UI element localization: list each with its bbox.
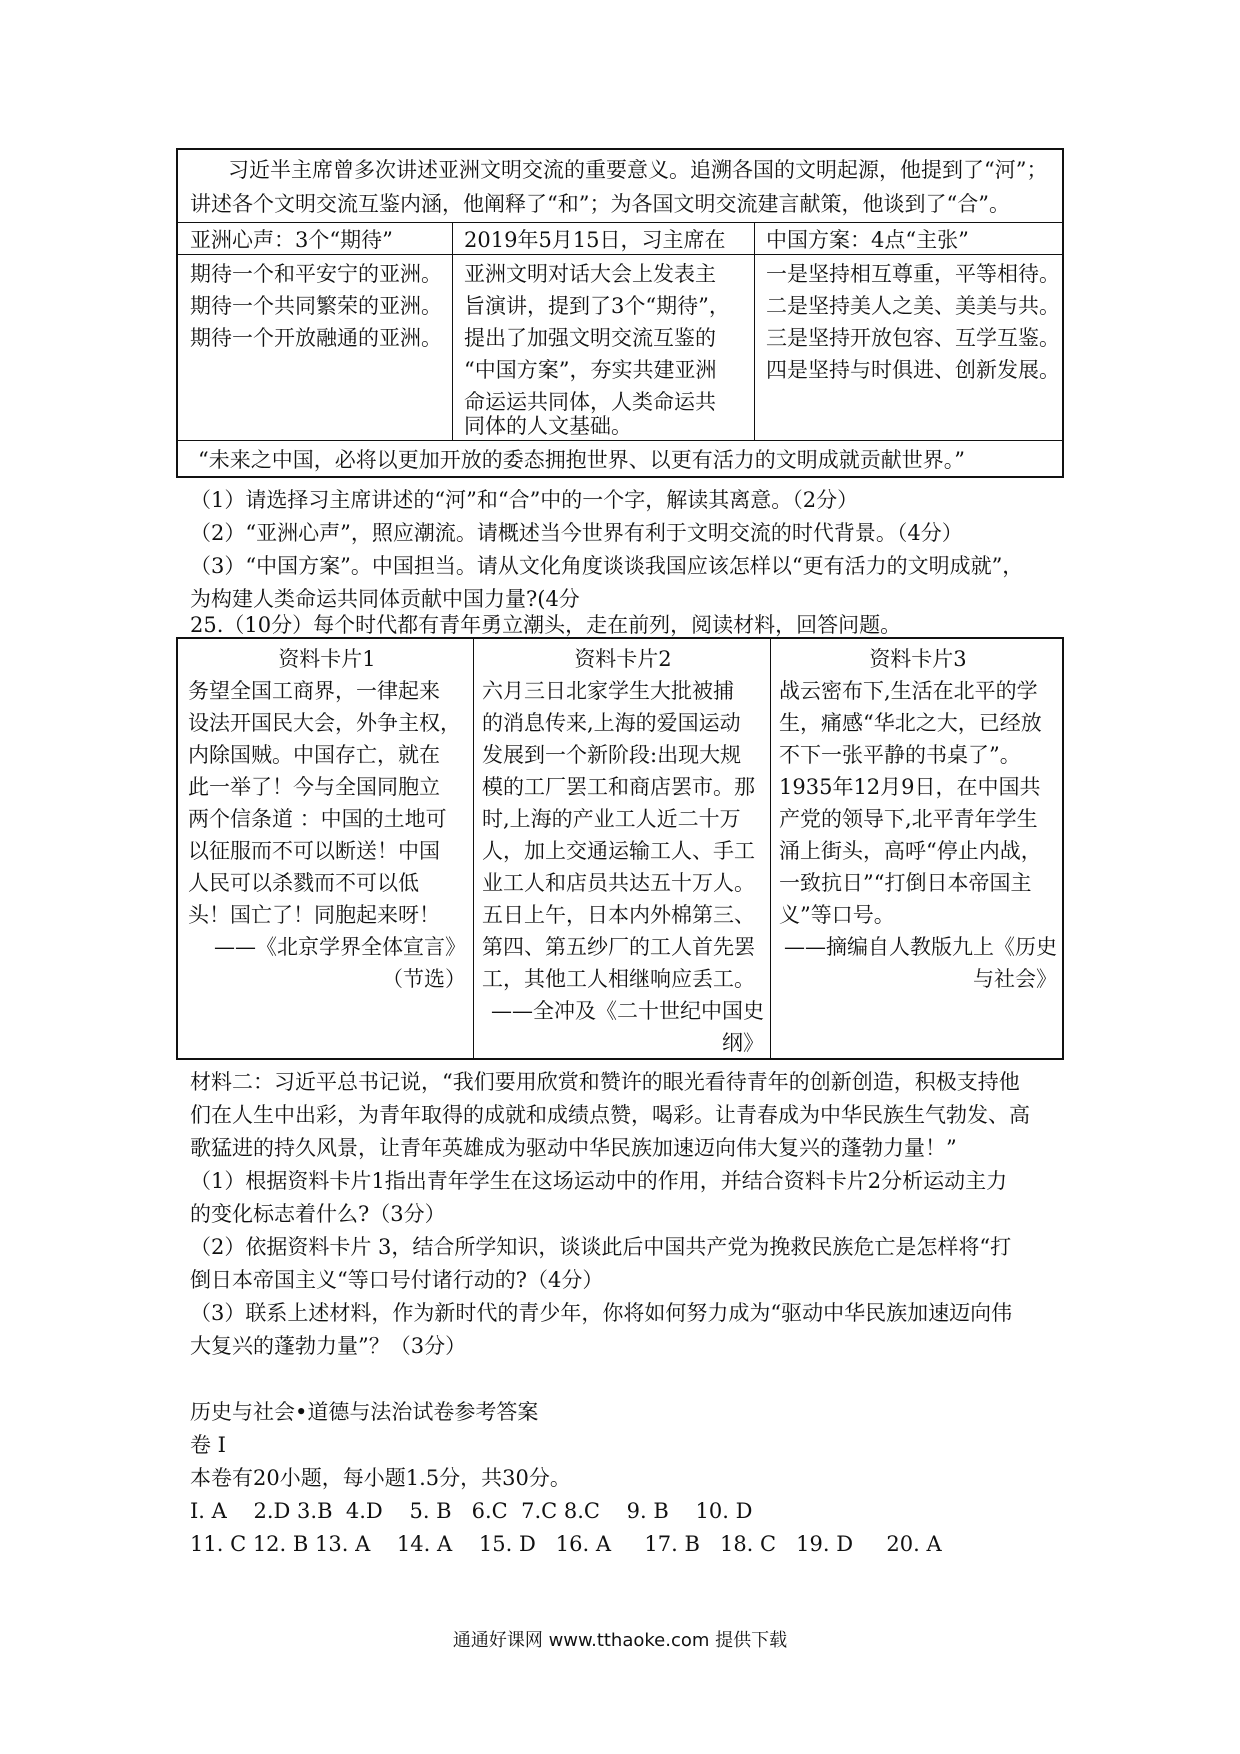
card-source: ——全冲及《二十世纪中国史 [491, 999, 764, 1023]
speech-text-line: 2019年5月15日，习主席在 [464, 228, 726, 252]
page-footer: 通通好课网 www.tthaoke.com 提供下载 [452, 1630, 788, 1651]
china-plan-item: 四是坚持与时俱进、创新发展。 [766, 358, 1060, 382]
card-source: 纲》 [722, 1031, 764, 1055]
question-line: 倒日本帝国主义“等口号付诸行动的?（4分） [190, 1268, 604, 1292]
speech-text-line: “中国方案”，夯实共建亚洲 [464, 358, 717, 382]
china-plan-item: 二是坚持美人之美、美美与共。 [766, 294, 1060, 318]
answer-row: I. A 2.D 3.B 4.D 5. B 6.C 7.C 8.C 9. B 10. D [190, 1499, 753, 1523]
question-line: 为构建人类命运共同体贡献中国力量?(4分 [190, 587, 580, 611]
question-line: 大复兴的蓬勃力量”？（3分） [190, 1334, 467, 1358]
card-source: ——摘编自人教版九上《历史 [784, 935, 1057, 959]
question-line: （1）请选择习主席讲述的“河”和“合”中的一个字，解读其离意。（2分） [190, 488, 859, 512]
material-card: 资料卡片2 六月三日北家学生大批被捕 的消息传来,上海的爱国运动 发展到一个新阶段:出现大规 模的工厂罢工和商店罢市。那 时,上海的产业工人近二十万 人，加上交通运输工人、手工 业工人和店员共达五十万人。 五日上午，日本内外棉第三、 第四、第五纱厂的工人首先罢 工，其他工人相继响应丢工。 ——全冲及《二十世纪中国史 纲》 [482, 643, 764, 1059]
card-title: 资料卡片1 [278, 647, 376, 671]
table-intro-line: 讲述各个文明交流互鉴内涵，他阐释了“和”；为各国文明交流建言献策，他谈到了“合”。 [190, 192, 1010, 216]
material-cards-table [176, 637, 1064, 1060]
question-line: （2）依据资料卡片 3，结合所学知识，谈谈此后中国共产党为挽救民族危亡是怎样将“打 [190, 1235, 1012, 1259]
answer-note: 本卷有20小题，每小题1.5分，共30分。 [190, 1466, 571, 1490]
speech-text-line: 命运运共同体，人类命运共 [464, 390, 716, 414]
table-quote: “未来之中国，必将以更加开放的委态拥抱世界、以更有活力的文明成就贡献世界。” [198, 448, 965, 472]
asia-voice-item: 期待一个和平安宁的亚洲。 [190, 262, 442, 286]
table-intro-line: 习近半主席曾多次讲述亚洲文明交流的重要意义。追溯各国的文明起源，他提到了“河”； [228, 158, 1048, 182]
card-source: 与社会》 [973, 967, 1057, 991]
china-plan-item: 三是坚持开放包容、互学互鉴。 [766, 326, 1060, 350]
speech-text-line: 提出了加强文明交流互鉴的 [464, 326, 716, 350]
asia-voice-item: 期待一个开放融通的亚洲。 [190, 326, 442, 350]
china-plan-header: 中国方案：4点“主张” [766, 228, 969, 252]
speech-text-line: 旨演讲，提到了3个“期待”， [464, 294, 730, 318]
question-line: （1）根据资料卡片1指出青年学生在这场运动中的作用，并结合资料卡片2分析运动主力 [190, 1169, 1008, 1193]
material-card: 资料卡片1 务望全国工商界，一律起来 设法开国民大会，外争主权， 内除国贼。中国存亡，就在 此一举了！今与全国同胞立 两个信条道 ：中国的土地可 以征服而不可以断送！中国 人民可以杀戮而不可以低 头！国亡了！同胞起来呀！ ——《北京学界全体宣言》 （节选） [188, 643, 466, 995]
asia-voice-header: 亚洲心声：3个“期待” [190, 228, 393, 252]
question-line: （3）“中国方案”。中国担当。请从文化角度谈谈我国应该怎样以“更有活力的文明成就”， [190, 554, 1024, 578]
material-two-line: 歌猛进的持久风景，让青年英雄成为驱动中华民族加速迈向伟大复兴的蓬勃力量！” [190, 1136, 957, 1160]
asia-voice-item: 期待一个共同繁荣的亚洲。 [190, 294, 442, 318]
question-line: （2）“亚洲心声”，照应潮流。请概述当今世界有利于文明交流的时代背景。（4分） [190, 521, 963, 545]
question-line: 的变化标志着什么?（3分） [190, 1202, 446, 1226]
card-title: 资料卡片3 [869, 647, 967, 671]
card-source: ——《北京学界全体宣言》 [214, 935, 466, 959]
question-25-title: 25.（10分）每个时代都有青年勇立潮头，走在前列，阅读材料，回答问题。 [190, 613, 902, 637]
answer-key-title: 历史与社会•道德与法治试卷参考答案 [190, 1400, 539, 1424]
china-plan-item: 一是坚持相互尊重，平等相待。 [766, 262, 1060, 286]
speech-text-line: 同体的人文基础。 [464, 414, 632, 438]
question-line: （3）联系上述材料，作为新时代的青少年，你将如何努力成为“驱动中华民族加速迈向伟 [190, 1301, 1013, 1325]
speech-text-line: 亚洲文明对话大会上发表主 [464, 262, 716, 286]
material-card: 资料卡片3 战云密布下,生活在北平的学 生，痛感“华北之大，已经放 不下一张平静的书桌了”。 1935年12月9日，在中国共 产党的领导下,北平青年学生 涌上街头，高呼“停止内战， 一致抗日”“打倒日本帝国主 义”等口号。 ——摘编自人教版九上《历史 与社会》 [779, 643, 1057, 995]
answer-part-label: 卷 I [190, 1433, 226, 1457]
card-source: （节选） [382, 967, 466, 991]
civilization-table [176, 148, 1064, 478]
material-two-line: 材料二：习近平总书记说，“我们要用欣赏和赞许的眼光看待青年的创新创造，积极支持他 [190, 1070, 1020, 1094]
answer-row: 11. C 12. B 13. A 14. A 15. D 16. A 17. B 18. C 19. D 20. A [190, 1532, 942, 1556]
card-title: 资料卡片2 [574, 647, 672, 671]
material-two-line: 们在人生中出彩，为青年取得的成就和成绩点赞，喝彩。让青春成为中华民族生气勃发、高 [190, 1103, 1030, 1127]
